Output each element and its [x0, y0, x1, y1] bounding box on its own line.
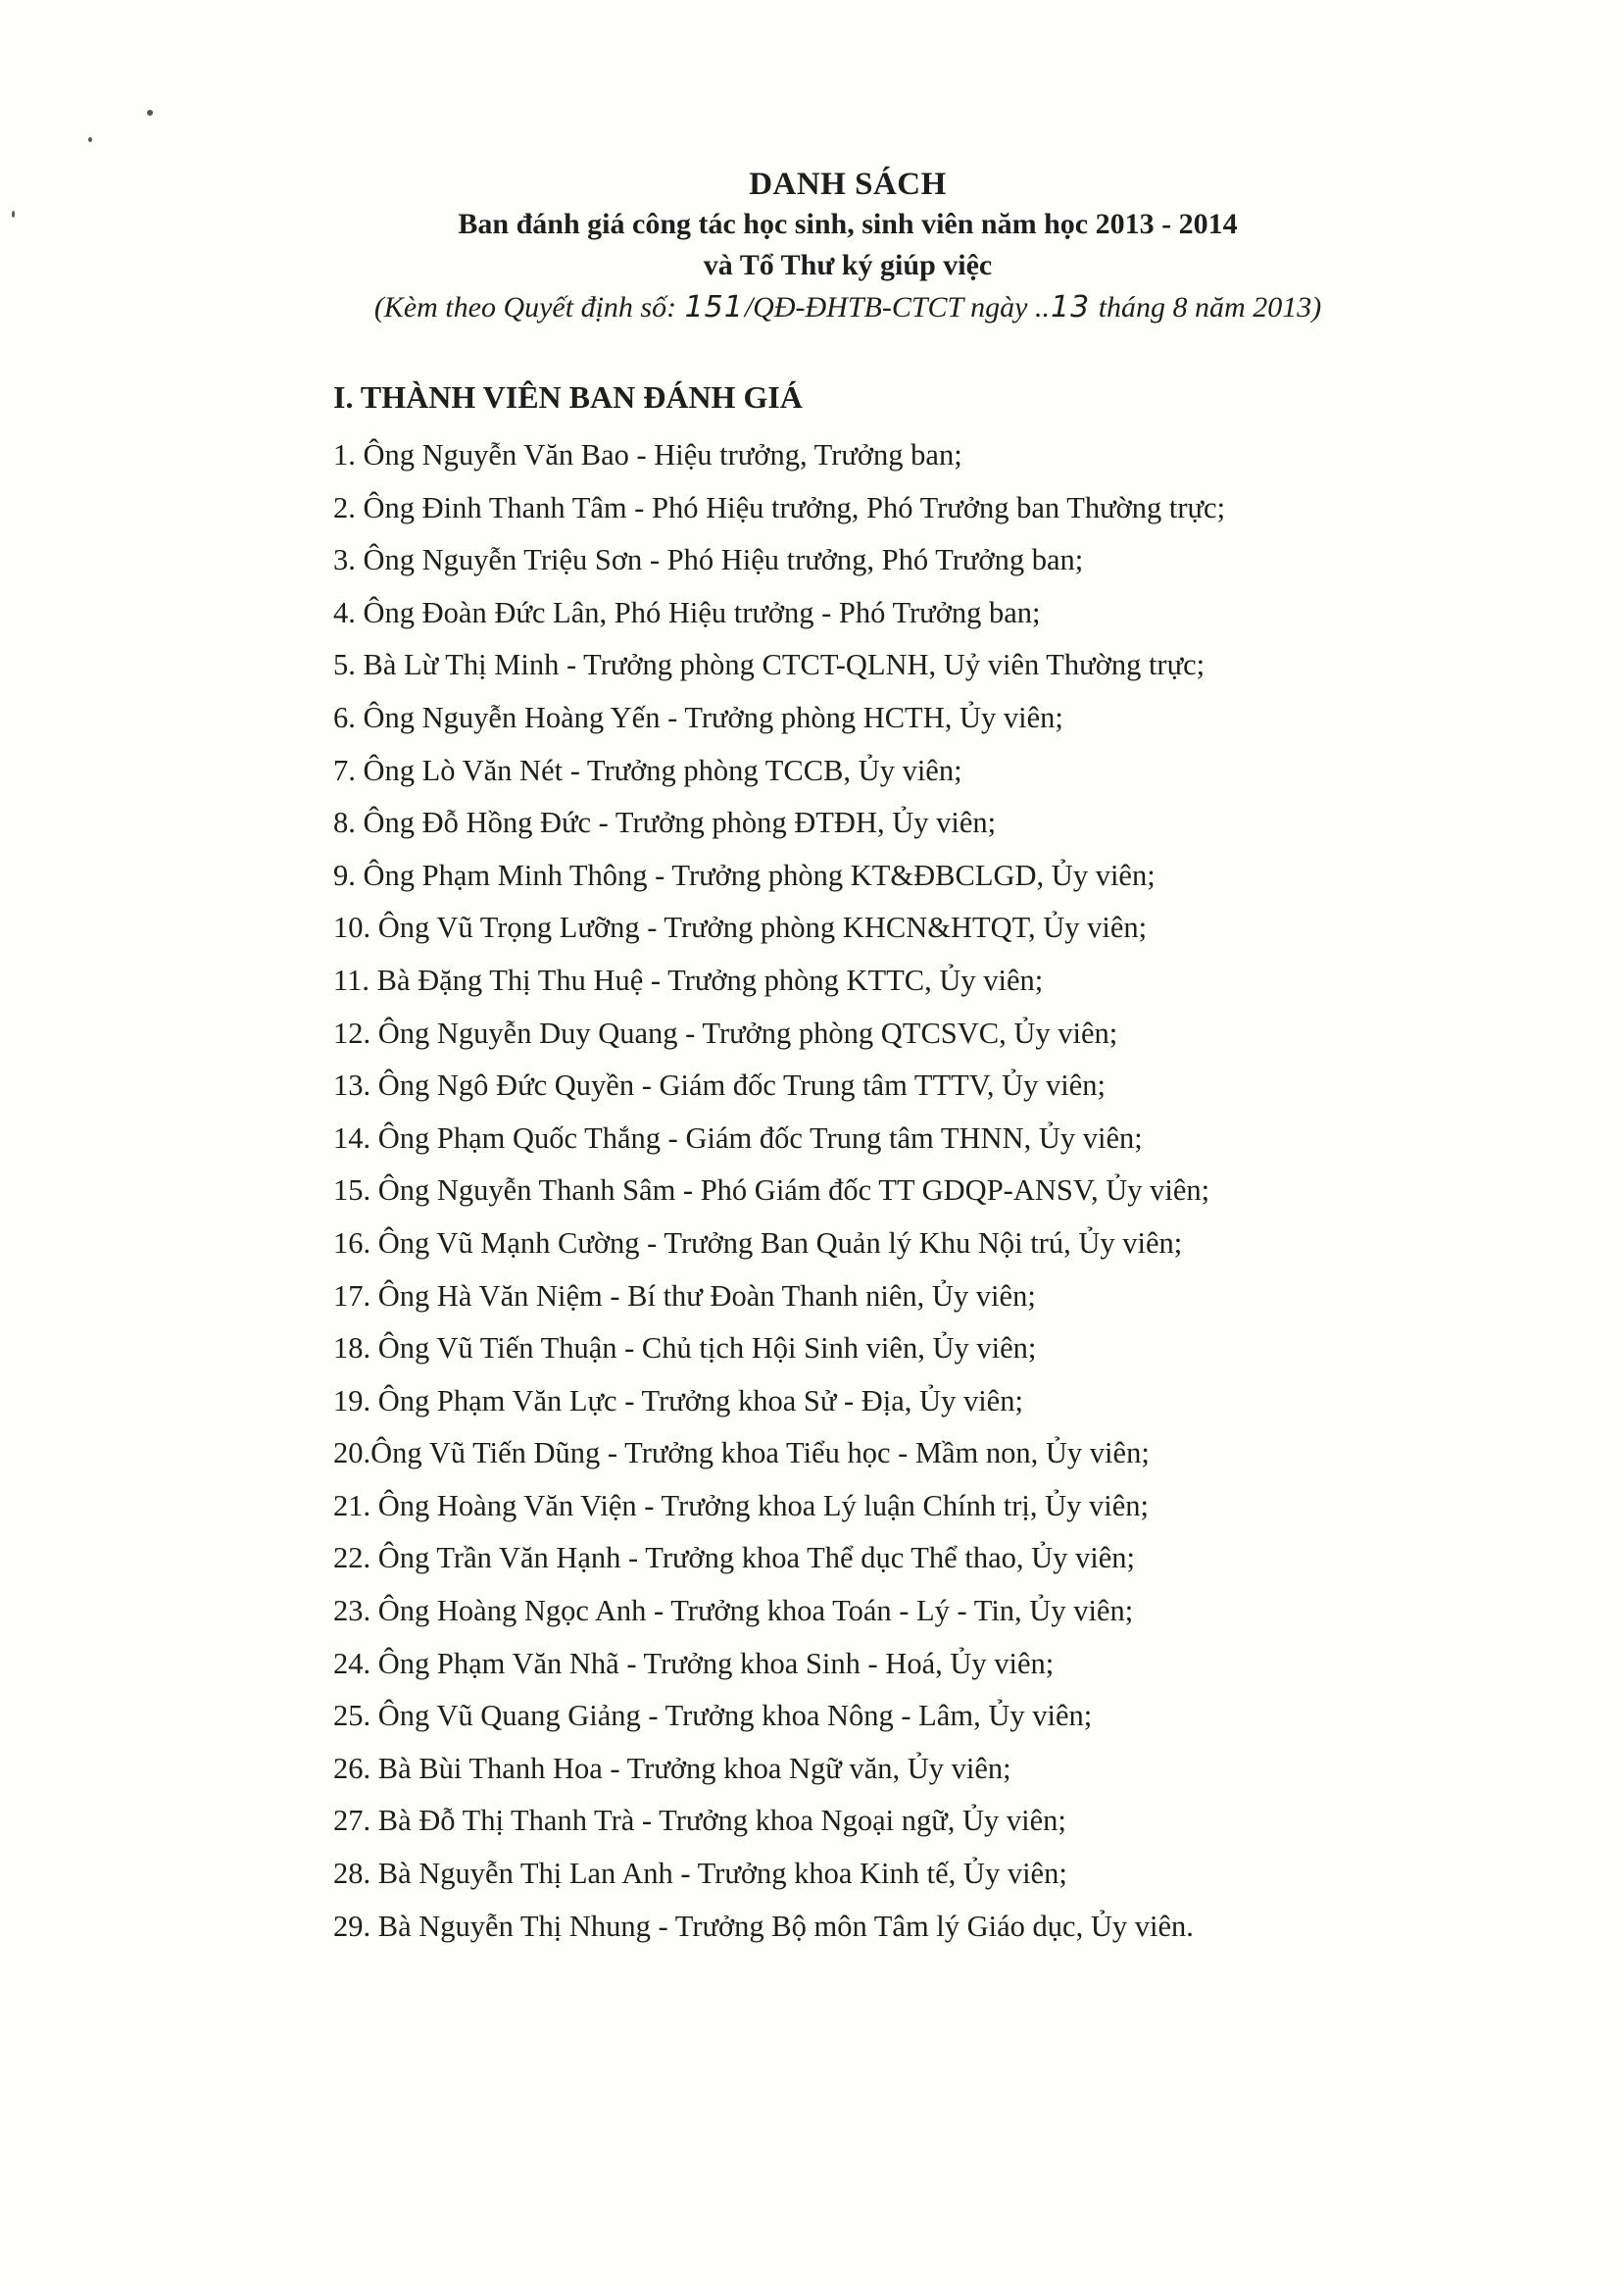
list-item: 28. Bà Nguyễn Thị Lan Anh - Trưởng khoa Kinh tế, Ủy viên;	[333, 1857, 1067, 1891]
list-item: 20.Ông Vũ Tiến Dũng - Trưởng khoa Tiểu học - Mầm non, Ủy viên;	[333, 1436, 1150, 1470]
list-item: 1. Ông Nguyễn Văn Bao - Hiệu trưởng, Trưởng ban;	[333, 438, 962, 472]
document-header	[0, 165, 1624, 329]
list-item: 22. Ông Trần Văn Hạnh - Trưởng khoa Thể dục Thể thao, Ủy viên;	[333, 1541, 1135, 1575]
list-item: 17. Ông Hà Văn Niệm - Bí thư Đoàn Thanh niên, Ủy viên;	[333, 1278, 1036, 1313]
list-item: 4. Ông Đoàn Đức Lân, Phó Hiệu trưởng - Phó Trưởng ban;	[333, 595, 1041, 629]
list-item: 14. Ông Phạm Quốc Thắng - Giám đốc Trung tâm THNN, Ủy viên;	[333, 1120, 1143, 1155]
document-subtitle-line2: và Tổ Thư ký giúp việc	[703, 249, 993, 281]
list-item: 26. Bà Bùi Thanh Hoa - Trưởng khoa Ngữ văn, Ủy viên;	[333, 1751, 1011, 1785]
attachment-suffix: tháng 8 năm 2013)	[1091, 291, 1322, 323]
list-item: 3. Ông Nguyễn Triệu Sơn - Phó Hiệu trưởng, Phó Trưởng ban;	[333, 543, 1084, 577]
list-item: 27. Bà Đỗ Thị Thanh Trà - Trưởng khoa Ngoại ngữ, Ủy viên;	[333, 1804, 1066, 1838]
list-item: 15. Ông Nguyễn Thanh Sâm - Phó Giám đốc TT GDQP-ANSV, Ủy viên;	[333, 1173, 1210, 1208]
list-item: 8. Ông Đỗ Hồng Đức - Trưởng phòng ĐTĐH, Ủy viên;	[333, 806, 997, 840]
document-title: DANH SÁCH	[749, 167, 947, 202]
list-item: 29. Bà Nguyễn Thị Nhung - Trưởng Bộ môn Tâm lý Giáo dục, Ủy viên.	[333, 1909, 1194, 1943]
list-item: 11. Bà Đặng Thị Thu Huệ - Trưởng phòng KTTC, Ủy viên;	[333, 963, 1044, 997]
day-handwritten: 13	[1051, 290, 1091, 324]
member-list	[333, 429, 1225, 1953]
list-item: 21. Ông Hoàng Văn Viện - Trưởng khoa Lý luận Chính trị, Ủy viên;	[333, 1488, 1149, 1522]
decision-number-handwritten: 151	[684, 290, 744, 324]
list-item: 24. Ông Phạm Văn Nhã - Trưởng khoa Sinh - Hoá, Ủy viên;	[333, 1646, 1055, 1680]
list-item: 18. Ông Vũ Tiến Thuận - Chủ tịch Hội Sinh viên, Ủy viên;	[333, 1331, 1037, 1366]
attachment-line	[0, 286, 1624, 329]
list-item: 6. Ông Nguyễn Hoàng Yến - Trưởng phòng HCTH, Ủy viên;	[333, 700, 1063, 734]
list-item: 5. Bà Lừ Thị Minh - Trưởng phòng CTCT-QLNH, Uỷ viên Thường trực;	[333, 648, 1206, 682]
list-item: 2. Ông Đinh Thanh Tâm - Phó Hiệu trưởng, Phó Trưởng ban Thường trực;	[333, 490, 1226, 524]
list-item: 13. Ông Ngô Đức Quyền - Giám đốc Trung tâm TTTV, Ủy viên;	[333, 1068, 1107, 1103]
scan-speck	[88, 137, 92, 142]
list-item: 12. Ông Nguyễn Duy Quang - Trưởng phòng QTCSVC, Ủy viên;	[333, 1016, 1118, 1050]
scan-speck	[147, 110, 153, 116]
document-subtitle-line1: Ban đánh giá công tác học sinh, sinh viên năm học 2013 - 2014	[458, 208, 1238, 240]
section-heading: I. THÀNH VIÊN BAN ĐÁNH GIÁ	[333, 379, 803, 415]
list-item: 25. Ông Vũ Quang Giảng - Trưởng khoa Nông - Lâm, Ủy viên;	[333, 1699, 1093, 1733]
list-item: 23. Ông Hoàng Ngọc Anh - Trưởng khoa Toán - Lý - Tin, Ủy viên;	[333, 1594, 1134, 1628]
list-item: 16. Ông Vũ Mạnh Cường - Trưởng Ban Quản lý Khu Nội trú, Ủy viên;	[333, 1225, 1183, 1260]
attachment-prefix: (Kèm theo Quyết định số:	[373, 291, 684, 323]
list-item: 10. Ông Vũ Trọng Lưỡng - Trưởng phòng KHCN&HTQT, Ủy viên;	[333, 911, 1148, 945]
attachment-middle: /QĐ-ĐHTB-CTCT ngày ..	[744, 291, 1050, 323]
list-item: 7. Ông Lò Văn Nét - Trưởng phòng TCCB, Ủy viên;	[333, 753, 962, 787]
list-item: 9. Ông Phạm Minh Thông - Trưởng phòng KT&ĐBCLGD, Ủy viên;	[333, 858, 1156, 892]
list-item: 19. Ông Phạm Văn Lực - Trưởng khoa Sử - Địa, Ủy viên;	[333, 1383, 1023, 1417]
